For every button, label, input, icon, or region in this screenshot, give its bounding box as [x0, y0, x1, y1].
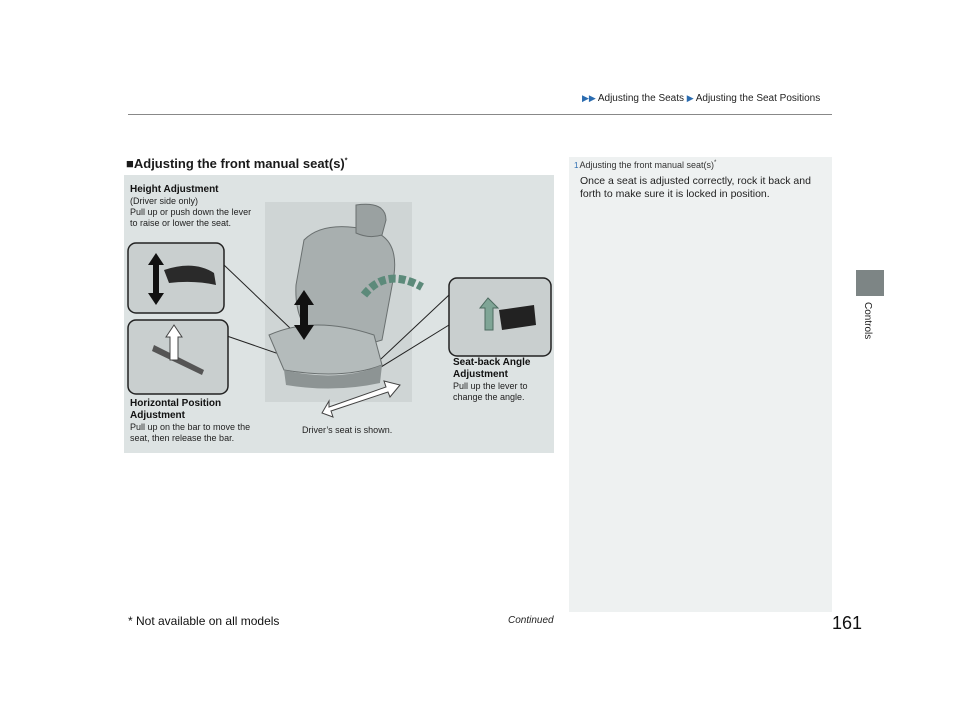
- sidebar-ref-number: 1: [574, 161, 579, 170]
- height-body-line1: Pull up or push down the lever: [130, 207, 252, 217]
- section-asterisk: *: [344, 157, 348, 165]
- height-adjustment-label: [130, 184, 270, 229]
- footer-note: * Not available on all models: [128, 614, 280, 628]
- section-title: Adjusting the front manual seat(s): [133, 156, 345, 171]
- sidebar-body: Once a seat is adjusted correctly, rock it back and forth to make sure it is locked in position.: [580, 175, 811, 200]
- seatback-body-line2: change the angle.: [453, 392, 525, 402]
- section-bullet-icon: ■: [126, 156, 134, 171]
- sidebar-title-text: Adjusting the front manual seat(s): [579, 160, 715, 170]
- height-body-line2: to raise or lower the seat.: [130, 218, 232, 228]
- seatback-title-line2: Adjustment: [453, 369, 508, 380]
- height-subtitle: (Driver side only): [130, 196, 199, 206]
- chapter-tab[interactable]: [856, 270, 884, 296]
- horizontal-position-label: [130, 398, 275, 444]
- horizontal-title-line2: Adjustment: [130, 410, 185, 421]
- section-heading: [126, 156, 348, 171]
- sidebar-asterisk: *: [714, 160, 717, 166]
- sidebar-title: [574, 160, 716, 170]
- seatback-title-line1: Seat-back Angle: [453, 357, 531, 368]
- breadcrumb-arrow-icon: ▶▶: [582, 93, 596, 103]
- sidebar-panel: [569, 157, 832, 612]
- continued-label: Continued: [508, 615, 554, 626]
- horizontal-title-line1: Horizontal Position: [130, 398, 222, 409]
- height-title: Height Adjustment: [130, 184, 219, 195]
- horizontal-body-line2: seat, then release the bar.: [130, 433, 235, 443]
- header-divider: [128, 114, 832, 115]
- page-number: 161: [832, 613, 863, 633]
- breadcrumb-item-seats[interactable]: Adjusting the Seats: [597, 93, 685, 104]
- figure-caption: Driver’s seat is shown.: [302, 425, 393, 435]
- breadcrumb: [582, 93, 820, 104]
- horizontal-body-line1: Pull up on the bar to move the: [130, 422, 251, 432]
- seatback-body-line1: Pull up the lever to: [453, 381, 528, 391]
- breadcrumb-arrow-icon: ▶: [686, 93, 694, 103]
- breadcrumb-item-positions[interactable]: Adjusting the Seat Positions: [695, 93, 821, 104]
- seatback-angle-label: [453, 357, 553, 403]
- chapter-tab-label[interactable]: Controls: [862, 302, 873, 340]
